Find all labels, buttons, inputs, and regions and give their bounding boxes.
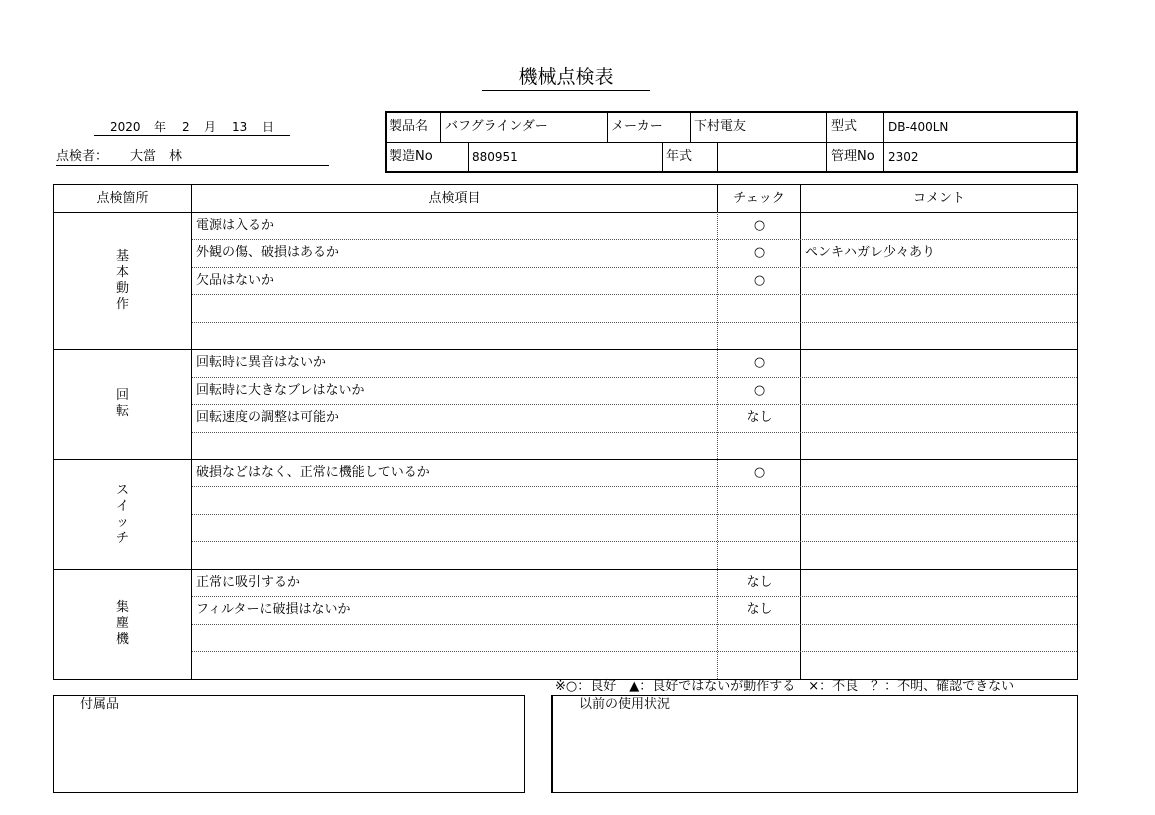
item-text: 回転時に大きなブレはないか [196, 383, 365, 398]
grid-line [717, 143, 718, 172]
accessories-box [53, 695, 525, 793]
item-text: フィルターに破損はないか [196, 602, 351, 617]
row-divider [192, 514, 1077, 515]
item-text: 正常に吸引するか [196, 575, 301, 590]
check-legend: ※○：良好 ▲：良好ではないが動作する ×：不良 ？：不明、確認できない [555, 679, 1015, 694]
check-mark: ○ [753, 245, 766, 260]
grid-line [690, 112, 691, 142]
check-mark: なし [746, 602, 773, 617]
section-label-basic: 基 本 動 作 [115, 249, 129, 312]
management-value: 2302 [888, 150, 919, 164]
grid-line [440, 112, 441, 142]
item-text: 欠品はないか [196, 273, 275, 288]
maker-value: 下村電友 [694, 119, 747, 134]
inspector-label: 点検者： [56, 149, 109, 164]
grid-line [826, 112, 827, 172]
grid-line [468, 143, 469, 172]
item-text: 外観の傷、破損はあるか [196, 245, 340, 260]
date-month-unit: 月 [204, 120, 217, 134]
serial-value: 880951 [472, 150, 518, 164]
model-label: 型式 [831, 119, 858, 134]
row-divider [192, 651, 1077, 652]
header-comment: コメント [912, 191, 965, 206]
year-label: 年式 [666, 149, 693, 164]
check-mark: なし [746, 575, 773, 590]
model-value: DB-400LN [888, 120, 949, 134]
grid-line [662, 143, 663, 172]
section-label-switch: ス イ ッ チ [115, 483, 129, 546]
header-check: チェック [733, 191, 785, 206]
row-divider [192, 432, 1077, 433]
product-name-value: バフグラインダー [445, 119, 548, 134]
date-day: 13 [232, 120, 248, 134]
date-month: 2 [182, 120, 190, 134]
item-text: 電源は入るか [196, 218, 275, 233]
item-text: 回転速度の調整は可能か [196, 410, 340, 425]
date-year-unit: 年 [154, 120, 167, 134]
row-divider [192, 267, 1077, 268]
previous-usage-label: 以前の使用状況 [579, 697, 671, 712]
check-mark: ○ [753, 465, 766, 480]
row-divider [192, 294, 1077, 295]
inspector [56, 148, 329, 166]
item-text: 破損などはなく、正常に機能しているか [196, 465, 430, 480]
inspection-date [94, 119, 290, 136]
inspector-name: 大當 林 [130, 149, 183, 164]
row-divider [192, 486, 1077, 487]
comment-text: ペンキハガレ少々あり [805, 245, 936, 260]
product-name-label: 製品名 [389, 119, 429, 134]
accessories-label: 付属品 [80, 697, 120, 712]
check-mark: ○ [753, 273, 766, 288]
grid-line [883, 112, 884, 172]
section-label-dust-collector: 集 塵 機 [115, 600, 129, 647]
date-year: 2020 [110, 120, 141, 134]
check-mark: なし [746, 410, 773, 425]
management-label: 管理No [831, 149, 875, 164]
date-day-unit: 日 [262, 120, 275, 134]
grid-line [607, 112, 608, 142]
serial-label: 製造No [389, 149, 433, 164]
row-divider [192, 624, 1077, 625]
header-location: 点検箇所 [96, 191, 149, 206]
item-text: 回転時に異音はないか [196, 355, 327, 370]
row-divider [192, 541, 1077, 542]
maker-label: メーカー [611, 119, 663, 134]
header-item: 点検項目 [428, 191, 481, 206]
check-mark: ○ [753, 383, 766, 398]
check-mark: ○ [753, 355, 766, 370]
section-label-rotation: 回 転 [115, 388, 129, 419]
row-divider [192, 322, 1077, 323]
check-mark: ○ [753, 218, 766, 233]
page-title: 機械点検表 [482, 64, 650, 91]
